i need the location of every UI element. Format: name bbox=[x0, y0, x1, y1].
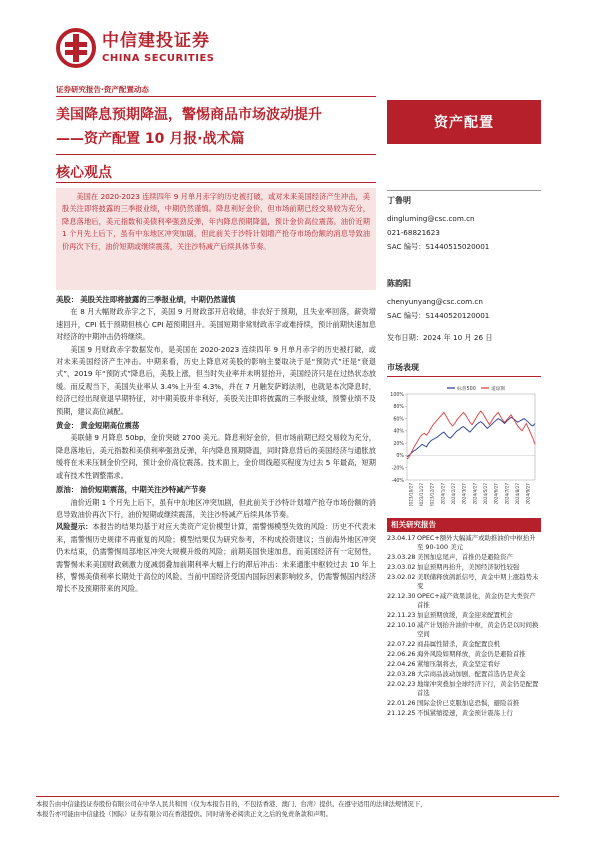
related-research-title-text: OPEC+减产效果淡化，黄金仍是大类资产首推 bbox=[417, 592, 536, 609]
related-research-item[interactable] bbox=[387, 650, 541, 659]
analyst-name: 陈韵阳 bbox=[387, 279, 411, 288]
brand-seal-icon bbox=[56, 28, 96, 68]
related-research-item[interactable] bbox=[387, 660, 541, 669]
section-title: 核心观点 bbox=[56, 165, 112, 181]
x-tick-label: 2024/9/27 bbox=[525, 483, 531, 505]
related-research-item[interactable] bbox=[387, 534, 541, 552]
related-research-title-text: 商品属性错杀，黄金配置良机 bbox=[417, 640, 501, 648]
analyst-email: chenyunyang@csc.com.cn bbox=[387, 297, 483, 306]
y-tick-label: -40% bbox=[391, 478, 404, 484]
related-research-title-text: 国际金价已克服加息恐惧，避险首推 bbox=[417, 699, 520, 707]
related-research-item[interactable] bbox=[387, 563, 541, 572]
related-research-title-text: 紧缩压制将去，黄金坚定看好 bbox=[417, 660, 501, 668]
summary-box bbox=[56, 188, 376, 290]
chart-svg bbox=[387, 380, 541, 506]
divider bbox=[56, 154, 376, 155]
market-performance-chart bbox=[387, 380, 541, 506]
x-tick-label: 2024/8/27 bbox=[515, 483, 520, 505]
report-title-line2: ——资产配置 10 月报·战术篇 bbox=[56, 131, 245, 147]
analyst-phone: 021-68821623 bbox=[387, 228, 440, 237]
analyst-email: dingluming@csc.com.cn bbox=[387, 214, 475, 223]
release-date: 发布日期：2024 年 10 月 26 日 bbox=[387, 333, 493, 342]
paragraph: 美联储 9 月降息 50bp，金价突破 2700 美元。降息利好金价，但市场前期已经交易较为充分，降息落地后，美元指数和美债利率强劲反弹，年内降息预期降温，同时降息背后的美国经济与通胀放缓将在未来压制金价空间，预计金价高位震荡。技术面上，金价周线超买程度为过去 5 年最高，短期或有技术性调整需求。 bbox=[56, 433, 376, 480]
report-series-tag: 证券研究报告·资产配置动态 bbox=[56, 85, 149, 94]
related-research-title-text: 地缘冲突叠加全球经济下行，黄金仍是配置首选 bbox=[417, 680, 539, 697]
analyst-name: 丁鲁明 bbox=[387, 196, 411, 205]
series-line-1 bbox=[407, 411, 535, 459]
x-tick-label: 2024/3/27 bbox=[461, 483, 467, 505]
y-tick-label: 100% bbox=[390, 392, 404, 398]
related-research-title: 相关研究报告 bbox=[387, 518, 541, 532]
related-research-date: 23.02.02 bbox=[387, 573, 416, 581]
brand-name-cn: 中信建投证券 bbox=[102, 30, 210, 51]
x-tick-label: 2024/7/27 bbox=[504, 483, 510, 505]
y-tick-label: 0% bbox=[396, 454, 404, 460]
related-research-date: 23.03.02 bbox=[387, 563, 416, 571]
divider bbox=[56, 182, 376, 183]
related-research-title-text: 大宗商品波动加剧，配置首选仍是黄金 bbox=[417, 670, 526, 678]
x-tick-label: 2024/1/27 bbox=[440, 483, 446, 505]
related-research-list bbox=[387, 534, 541, 719]
related-research-title-text: 美联储释放鸽派信号，黄金中期上涨趋势未变 bbox=[417, 573, 539, 590]
related-research-item[interactable] bbox=[387, 573, 541, 591]
section-label: 美股： bbox=[56, 295, 79, 304]
divider bbox=[387, 376, 541, 377]
y-tick-label: -20% bbox=[391, 466, 404, 472]
analyst-sac: SAC 编号：S1440515020001 bbox=[387, 242, 490, 251]
y-tick-label: 80% bbox=[393, 405, 404, 411]
related-research-date: 22.11.23 bbox=[387, 611, 416, 619]
related-research-date: 23.04.17 bbox=[387, 534, 416, 542]
related-research-date: 22.01.26 bbox=[387, 699, 416, 707]
related-research-title-text: 加息预期再抬升，美国经济韧性较强 bbox=[417, 563, 520, 571]
related-research-title-text: OPEC+额外大幅减产或助推油价中枢抬升至 90-100 美元 bbox=[417, 534, 536, 551]
related-research-date: 21.12.25 bbox=[387, 709, 416, 717]
divider bbox=[36, 796, 559, 797]
related-research-item[interactable] bbox=[387, 553, 541, 562]
analyst-2 bbox=[387, 278, 489, 321]
related-research-title-text: 不惧紧缩提速，黄金预计震荡上行 bbox=[417, 709, 513, 717]
y-tick-label: 60% bbox=[393, 417, 404, 423]
report-title-line1: 美国降息预期降温，警惕商品市场波动提升 bbox=[56, 107, 322, 123]
related-research-date: 22.02.23 bbox=[387, 680, 416, 688]
brand-logo bbox=[56, 28, 215, 68]
paragraph: 油价近期 1 个月先上后下，虽有中东地区冲突加剧，但此前关于沙特计划增产抢夺市场份额的消息导致油价再次下行，油价短期或继续震荡，关注沙特减产后续具体节奏。 bbox=[56, 497, 376, 519]
y-tick-label: 20% bbox=[393, 441, 404, 447]
related-research-title-text: 减产计划抬升油价中枢，黄金仍是以时间换空间 bbox=[417, 621, 539, 638]
x-tick-label: 2023/11/27 bbox=[419, 483, 424, 506]
section-heading-oil: 原油： 油价短期震荡，中期关注沙特减产节奏 bbox=[56, 485, 206, 495]
related-research-date: 22.10.10 bbox=[387, 621, 416, 629]
related-research-date: 22.12.30 bbox=[387, 592, 416, 600]
x-tick-label: 2024/2/27 bbox=[451, 483, 456, 505]
x-tick-label: 2024/6/27 bbox=[493, 483, 499, 505]
x-tick-label: 2023/10/27 bbox=[408, 483, 414, 506]
paragraph: 美国 9 月财政赤字数据发布，是美国在 2020-2023 连续四年 9 月单月赤字的历史被打破，或对未来美国经济产生冲击。中期来看，历史上降息对美股的影响主要取决于是“预防式”还是“衰退式”，2019 年“预防式”降息后，美股上涨，但当时失业率并未明显抬升，美国经济只是在过热状态放缓。而反观当下，美国失业率从 3.4%上升至 4.3%，并在 7 月触发萨姆法则，也就是本次降息时，经济已经出现衰退早期特征，对中期美股并非利好，美股关注即将披露的三季报业绩，预警业绩不及预期，建议高位减配。 bbox=[56, 344, 376, 416]
related-research-date: 22.06.26 bbox=[387, 650, 416, 658]
related-research-item[interactable] bbox=[387, 611, 541, 620]
footer-line: 本报告亦可能由中信建投（国际）证券有限公司在香港提供。同时请务必阅读正文之后的免责条款和声明。 bbox=[36, 811, 332, 818]
risk-warning bbox=[56, 521, 376, 595]
body-column bbox=[56, 292, 376, 596]
x-tick-label: 2024/5/27 bbox=[483, 483, 488, 505]
related-research-date: 22.07.22 bbox=[387, 640, 416, 648]
y-tick-label: 40% bbox=[393, 429, 404, 435]
section-heading-gold: 黄金： 黄金短期高位震荡 bbox=[56, 421, 140, 431]
chart-title: 市场表现 bbox=[387, 363, 419, 372]
footer-disclaimer bbox=[36, 800, 559, 820]
related-research-item[interactable] bbox=[387, 592, 541, 610]
section-label: 原油： bbox=[56, 485, 79, 495]
analyst-sac: SAC 编号：S1440520120001 bbox=[387, 311, 490, 320]
related-research-title-text: 海外风险如期释放，黄金仍是避险首推 bbox=[417, 650, 526, 658]
related-research-item[interactable] bbox=[387, 709, 541, 718]
divider bbox=[56, 96, 376, 97]
x-tick-label: 2024/4/27 bbox=[472, 483, 478, 505]
brand-name-en: CHINA SECURITIES bbox=[102, 52, 215, 64]
related-research-item[interactable] bbox=[387, 680, 541, 698]
related-research-item[interactable] bbox=[387, 699, 541, 708]
related-research-date: 22.04.26 bbox=[387, 660, 416, 668]
related-research-date: 22.03.28 bbox=[387, 670, 416, 678]
risk-label: 风险提示： bbox=[56, 522, 93, 532]
section-label: 黄金： bbox=[56, 421, 79, 431]
related-research-item[interactable] bbox=[387, 640, 541, 649]
x-tick-label: 2023/12/27 bbox=[429, 483, 435, 506]
related-research-item[interactable] bbox=[387, 621, 541, 639]
chart-plot-frame bbox=[407, 394, 535, 480]
category-badge: 资产配置 bbox=[387, 100, 541, 144]
summary-text: 美国在 2020-2023 连续四年 9 月单月赤字的历史被打破，或对未来美国经济产生冲击，美股关注即将披露的三季报业绩，中期仍然谨慎。降息利好金价，但市场前期已经交易较为充分，降息落地后，美元指数和美债利率强劲反弹，年内降息预期降温，预计金价高位震荡。油价近期 1 个月先上后下，虽有中东地区冲突加剧，但此前关于沙特计划增产抢夺市场份额的消息导致油价再次下行，油价短期或继续震荡，关注沙特减产后续具体节奏。 bbox=[62, 192, 370, 251]
related-research-date: 23.03.28 bbox=[387, 553, 416, 561]
divider bbox=[387, 190, 541, 191]
related-research-title-text: 美国加息尾声，首推仍是避险资产 bbox=[417, 553, 513, 561]
legend-label: 道琼斯 bbox=[491, 386, 506, 392]
related-research-title-text: 加息预期放缓，黄金迎来配置机会 bbox=[417, 611, 513, 619]
legend-label: 标普500 bbox=[457, 386, 476, 392]
risk-text: 本报告的结果均基于对应大类资产定价模型计算，需警惕模型失效的风险：历史不代表未来，需警惕历史规律不再重复的风险；模型结果仅为研究参考，不构成投资建议；当前海外地区冲突仍未结束，仍需警惕局部地区冲突大规模升级的风险；前期美国快速加息，而美国经济有一定韧性，需警惕未来美国财政刺激力度减弱叠加前期利率大幅上行的滞后冲击：未来通胀中枢较过去 10 年上移，警惕美债利率长期处于高位的风险。当前中国经济受国内国际因素影响较多，仍需警惕国内经济增长不及预期带来的风险。 bbox=[56, 522, 376, 594]
section-heading-equity: 美股： 美股关注即将披露的三季报业绩，中期仍然谨慎 bbox=[56, 295, 236, 304]
analyst-1 bbox=[387, 195, 489, 252]
paragraph: 在 8 月大幅财政赤字之下，美国 9 月财政部开启收储，非农好于预期，且失业率回落，薪资增速回升，CPI 低于预期但核心 CPI 超预期回升。美国短期非常财政赤字或难持续，预计前期快速加息对经济的中期冲击仍将继续。 bbox=[56, 307, 376, 342]
footer-line: 本报告由中信建投证券股份有限公司在中华人民共和国（仅为本报告目的，不包括香港、澳门、台湾）提供。在遵守适用的法律法规情况下， bbox=[36, 801, 427, 808]
related-research-item[interactable] bbox=[387, 670, 541, 679]
